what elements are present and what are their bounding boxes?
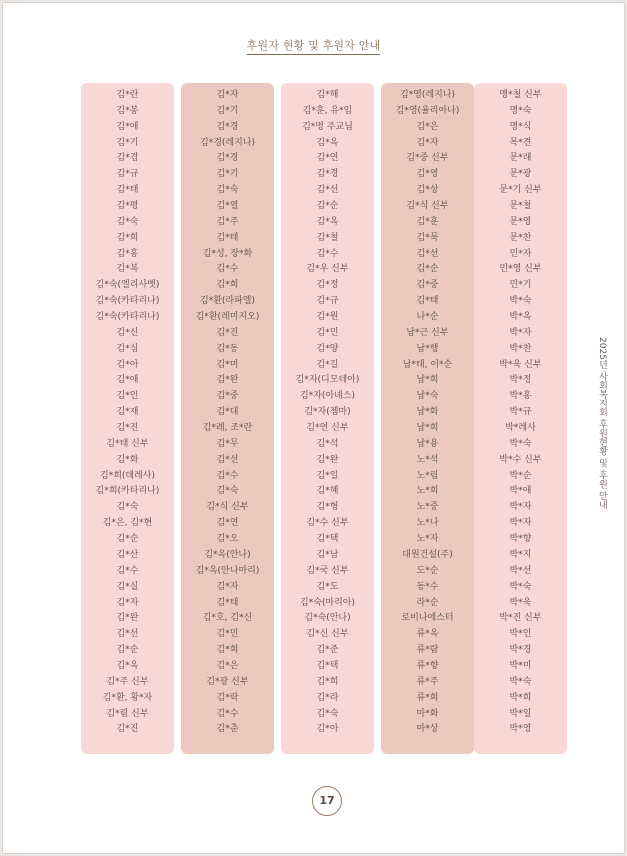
donor-name: 민*자 (509, 248, 532, 259)
donor-name: 김*환(라파엘) (200, 296, 255, 307)
donor-name: 명*숙 (509, 105, 532, 116)
donor-name: 김*선 (316, 185, 339, 196)
donor-name: 김*민 (216, 629, 239, 640)
donor-name: 김*대 (216, 407, 239, 418)
donor-name: 김*선 (416, 248, 439, 259)
donor-name: 명*식 (509, 121, 532, 132)
donor-name: 문*철 (509, 201, 532, 212)
donor-name: 김*신 신부 (306, 629, 349, 640)
donor-name: 라*순 (416, 597, 439, 608)
donor-name: 김*신 (116, 327, 139, 338)
donor-name: 김*미 (216, 359, 239, 370)
donor-name: 김*동 (216, 343, 239, 354)
donor-name: 박*자 (509, 518, 532, 529)
donor-name: 남*희 (416, 375, 439, 386)
donor-name: 마*화 (416, 708, 439, 719)
donor-name: 김*연 (216, 518, 239, 529)
donor-name: 김*숙 (316, 708, 339, 719)
donor-name: 김*영(율리아나) (395, 105, 460, 116)
donor-name: 김*애 (116, 121, 139, 132)
donor-name: 김*기 (216, 169, 239, 180)
donor-name: 김*영 (416, 169, 439, 180)
donor-name: 민*기 (509, 280, 532, 291)
donor-name: 류*희 (416, 692, 439, 703)
donor-name: 김*성, 장*화 (202, 248, 253, 259)
donor-name: 김*수 (316, 248, 339, 259)
donor-name: 김*자 (216, 581, 239, 592)
donor-name: 남*화 (416, 407, 439, 418)
donor-name: 김*중 (416, 280, 439, 291)
donor-name: 김*완 (116, 613, 139, 624)
donor-name: 김*춘 (216, 724, 239, 735)
donor-name: 민*영 신부 (499, 264, 542, 275)
donor-name: 문*래 (509, 153, 532, 164)
donor-name: 김*실 (116, 581, 139, 592)
donor-name: 박*순 (509, 470, 532, 481)
donor-name: 김*무 (216, 438, 239, 449)
donor-name: 남*행 (416, 343, 439, 354)
donor-name: 김*숙 (216, 486, 239, 497)
donor-column-5 (474, 83, 567, 754)
donor-name: 김*규 (316, 296, 339, 307)
donor-name: 박*숙 (509, 438, 532, 449)
page-title: 후원자 현황 및 후원자 안내 (3, 37, 624, 53)
donor-name: 박*욱 (509, 597, 532, 608)
donor-name: 박*홍 (509, 391, 532, 402)
donor-name: 김*숙(카타리나) (95, 312, 160, 323)
donor-name: 김*진 (216, 327, 239, 338)
donor-name: 김*희(데레사) (100, 470, 155, 481)
donor-name: 김*옥(안나) (204, 549, 251, 560)
donor-name: 김*희(카타리나) (95, 486, 160, 497)
donor-name: 김*주 신부 (106, 676, 149, 687)
donor-name: 김*옥 (316, 216, 339, 227)
donor-name: 김*기 (216, 105, 239, 116)
donor-name: 노*자 (416, 534, 439, 545)
donor-name: 김*양 (316, 343, 339, 354)
donor-name: 김*심 (116, 343, 139, 354)
donor-name: 도*순 (416, 565, 439, 576)
donor-name: 김*광 신부 (206, 676, 249, 687)
donor-name: 김*수 (116, 565, 139, 576)
donor-name: 노*나 (416, 518, 439, 529)
donor-name: 김*희 (116, 232, 139, 243)
donor-name: 박*일 (509, 708, 532, 719)
donor-name: 박*지 (509, 549, 532, 560)
donor-name: 박*숙 (509, 581, 532, 592)
donor-name: 김*희 (216, 645, 239, 656)
donor-name: 나*순 (416, 312, 439, 323)
donor-name: 박*찬 (509, 343, 532, 354)
donor-name: 김*평 (116, 201, 139, 212)
donor-name: 류*람 (416, 645, 439, 656)
donor-name: 박*향 (509, 534, 532, 545)
donor-name: 김*영(레지나) (400, 90, 455, 100)
donor-name: 박*진 신부 (499, 613, 542, 624)
donor-name: 김*림 신부 (106, 708, 149, 719)
donor-name: 박*정 (509, 375, 532, 386)
donor-name: 남*근 신부 (406, 327, 449, 338)
donor-name: 김*선 (216, 454, 239, 465)
donor-name: 김*남 (316, 549, 339, 560)
donor-name: 박*선 (509, 565, 532, 576)
donor-name: 김*완 (316, 454, 339, 465)
donor-name: 김*라 (316, 692, 339, 703)
donor-name: 김*경 (316, 169, 339, 180)
donor-column-3 (281, 83, 374, 754)
donor-name: 문*찬 (509, 232, 532, 243)
donor-name: 김*숙 (216, 185, 239, 196)
donor-name: 김*환(레미지오) (195, 312, 260, 323)
donor-column-4 (381, 83, 474, 754)
donor-name: 노*희 (416, 486, 439, 497)
donor-name: 박*희 (509, 692, 532, 703)
donor-name: 남*용 (416, 438, 439, 449)
donor-name: 김*은 (416, 121, 439, 132)
donor-name: 김*식 신부 (206, 502, 249, 513)
donor-name: 박*수 신부 (499, 454, 542, 465)
donor-name: 김*열 (216, 201, 239, 212)
donor-name: 박*인 (509, 629, 532, 640)
donor-name: 김*재 (116, 407, 139, 418)
donor-name: 김*묵 (416, 232, 439, 243)
donor-name: 김*순 (116, 534, 139, 545)
donor-name: 류*옥 (416, 629, 439, 640)
donor-name: 김*례, 조*란 (202, 423, 253, 434)
donor-name: 남*희 (416, 423, 439, 434)
donor-name: 박*숙 (509, 676, 532, 687)
donor-name: 김*인 (116, 391, 139, 402)
donor-name: 김*자(디모테아) (295, 375, 360, 386)
donor-name: 김*자 (216, 90, 239, 100)
donor-name: 류*주 (416, 676, 439, 687)
page-number: 17 (312, 786, 342, 816)
donor-name: 김*수 (216, 708, 239, 719)
donor-name: 김*홍 (116, 248, 139, 259)
donor-name: 김*수 (216, 470, 239, 481)
donor-name: 김*규 (116, 169, 139, 180)
donor-name: 김*봉 (116, 105, 139, 116)
donor-name: 김*락 (216, 692, 239, 703)
donor-name: 김*숙(안나) (304, 613, 351, 624)
donor-name: 김*경 (216, 121, 239, 132)
donor-name: 김*숙(엘리사벳) (95, 280, 160, 291)
donor-name: 김*철 (316, 232, 339, 243)
donor-name: 김*기 (116, 137, 139, 148)
donor-name: 노*중 (416, 502, 439, 513)
donor-name: 김*우 신부 (306, 264, 349, 275)
donor-column-2 (181, 83, 274, 754)
donor-name: 김*혜 (316, 486, 339, 497)
donor-name: 김*란 (116, 90, 139, 100)
donor-name: 김*경(레지나) (200, 137, 255, 148)
donor-name: 김*옥 (316, 137, 339, 148)
donor-name: 김*아 (116, 359, 139, 370)
donor-name: 류*향 (416, 660, 439, 671)
donor-name: 김*오 (216, 534, 239, 545)
donor-name: 김*진 (116, 423, 139, 434)
donor-name: 김*옥 (116, 660, 139, 671)
donor-name: 박*욱 신부 (499, 359, 542, 370)
donor-name: 김*길 (316, 359, 339, 370)
donor-name: 김*국 신부 (306, 565, 349, 576)
donor-name: 김*태 (116, 185, 139, 196)
donor-name: 김*훈, 유*임 (302, 105, 353, 116)
donor-name: 노*석 (416, 454, 439, 465)
donor-name: 김*정 (316, 280, 339, 291)
donor-name: 김*택 (316, 660, 339, 671)
donor-name: 김*도 (316, 581, 339, 592)
donor-name: 김*택 (316, 534, 339, 545)
side-caption: 2025년 사회복지회 후원현황 및 후원 안내 (597, 337, 607, 510)
donor-name: 노*림 (416, 470, 439, 481)
donor-name: 김*해 (316, 90, 339, 100)
donor-name: 김*복 (116, 264, 139, 275)
donor-name: 김*경 (216, 153, 239, 164)
donor-name: 박*레사 (505, 423, 536, 434)
donor-name: 김*선 (116, 629, 139, 640)
donor-name: 박*영 (509, 724, 532, 735)
donor-name: 김*완 (216, 375, 239, 386)
donor-name: 김*숙(마리아) (300, 597, 355, 608)
donor-name: 김*순 (416, 264, 439, 275)
donor-name: 김*중 (216, 391, 239, 402)
donor-name: 김*태 신부 (106, 438, 149, 449)
donor-name: 문*영 (509, 216, 532, 227)
donor-column-1 (81, 83, 174, 754)
donor-name: 문*기 신부 (499, 185, 542, 196)
donor-name: 김*민 (316, 327, 339, 338)
donor-name: 김*아 (316, 724, 339, 735)
donor-name: 김*태 (216, 232, 239, 243)
donor-name: 김*상 (416, 185, 439, 196)
donor-name: 김*겸 (116, 153, 139, 164)
donor-name: 김*희 (216, 280, 239, 291)
donor-name: 김*순 (316, 201, 339, 212)
donor-name: 문*광 (509, 169, 532, 180)
donor-name: 박*숙 (509, 296, 532, 307)
donor-name: 김*연 신부 (306, 423, 349, 434)
donor-name: 목*견 (509, 137, 532, 148)
donor-name: 김*자(젬마) (304, 407, 351, 418)
donor-name: 김*식 신부 (406, 201, 449, 212)
donor-name: 동*수 (416, 581, 439, 592)
donor-name: 김*산 (116, 549, 139, 560)
donor-name: 김*원 (316, 312, 339, 323)
donor-name: 박*경 (509, 645, 532, 656)
donor-name: 로비나에스터 (401, 613, 454, 624)
donor-name: 김*숙 (116, 216, 139, 227)
donor-name: 김*태 (416, 296, 439, 307)
donor-name: 박*자 (509, 327, 532, 338)
donor-name: 김*훈 (416, 216, 439, 227)
donor-name: 박*규 (509, 407, 532, 418)
donor-name: 김*은, 김*현 (102, 518, 153, 529)
donor-name: 김*태 (216, 597, 239, 608)
donor-name: 김*주 (216, 216, 239, 227)
page (2, 2, 625, 854)
donor-name: 김*호, 김*신 (202, 613, 253, 624)
donor-name: 김*수 (216, 264, 239, 275)
donor-name: 김*석 (316, 438, 339, 449)
donor-name: 맹*철 신부 (499, 90, 542, 100)
donor-name: 김*준 (316, 645, 339, 656)
donor-name: 김*숙 (116, 502, 139, 513)
donor-name: 김*형 (316, 502, 339, 513)
donor-name: 남*태, 이*순 (402, 359, 453, 370)
donor-name: 김*화 (116, 454, 139, 465)
donor-name: 김*애 (116, 375, 139, 386)
donor-name: 김*자 (416, 137, 439, 148)
donor-name: 김*옥(안나마리) (195, 565, 260, 576)
donor-name: 박*옥 (509, 312, 532, 323)
donor-name: 마*상 (416, 724, 439, 735)
donor-name: 박*자 (509, 502, 532, 513)
donor-name: 김*일 (316, 470, 339, 481)
donor-name: 김*자 (116, 597, 139, 608)
donor-name: 박*애 (509, 486, 532, 497)
donor-name: 박*미 (509, 660, 532, 671)
donor-name: 김*연 (316, 153, 339, 164)
donor-name: 김*자(아녜스) (300, 391, 355, 402)
donor-name: 김*희 (316, 676, 339, 687)
donor-name: 대원건설(주) (402, 549, 453, 560)
donor-name: 김*순 (116, 645, 139, 656)
donor-name: 남*숙 (416, 391, 439, 402)
donor-name: 김*진 (116, 724, 139, 735)
donor-name: 김*수 신부 (306, 518, 349, 529)
donor-name: 김*은 (216, 660, 239, 671)
donor-name: 김*숙(카타리나) (95, 296, 160, 307)
donor-name: 김*환, 황*자 (102, 692, 153, 703)
donor-name: 김*중 신부 (406, 153, 449, 164)
donor-name: 김*명 주교님 (302, 121, 353, 132)
